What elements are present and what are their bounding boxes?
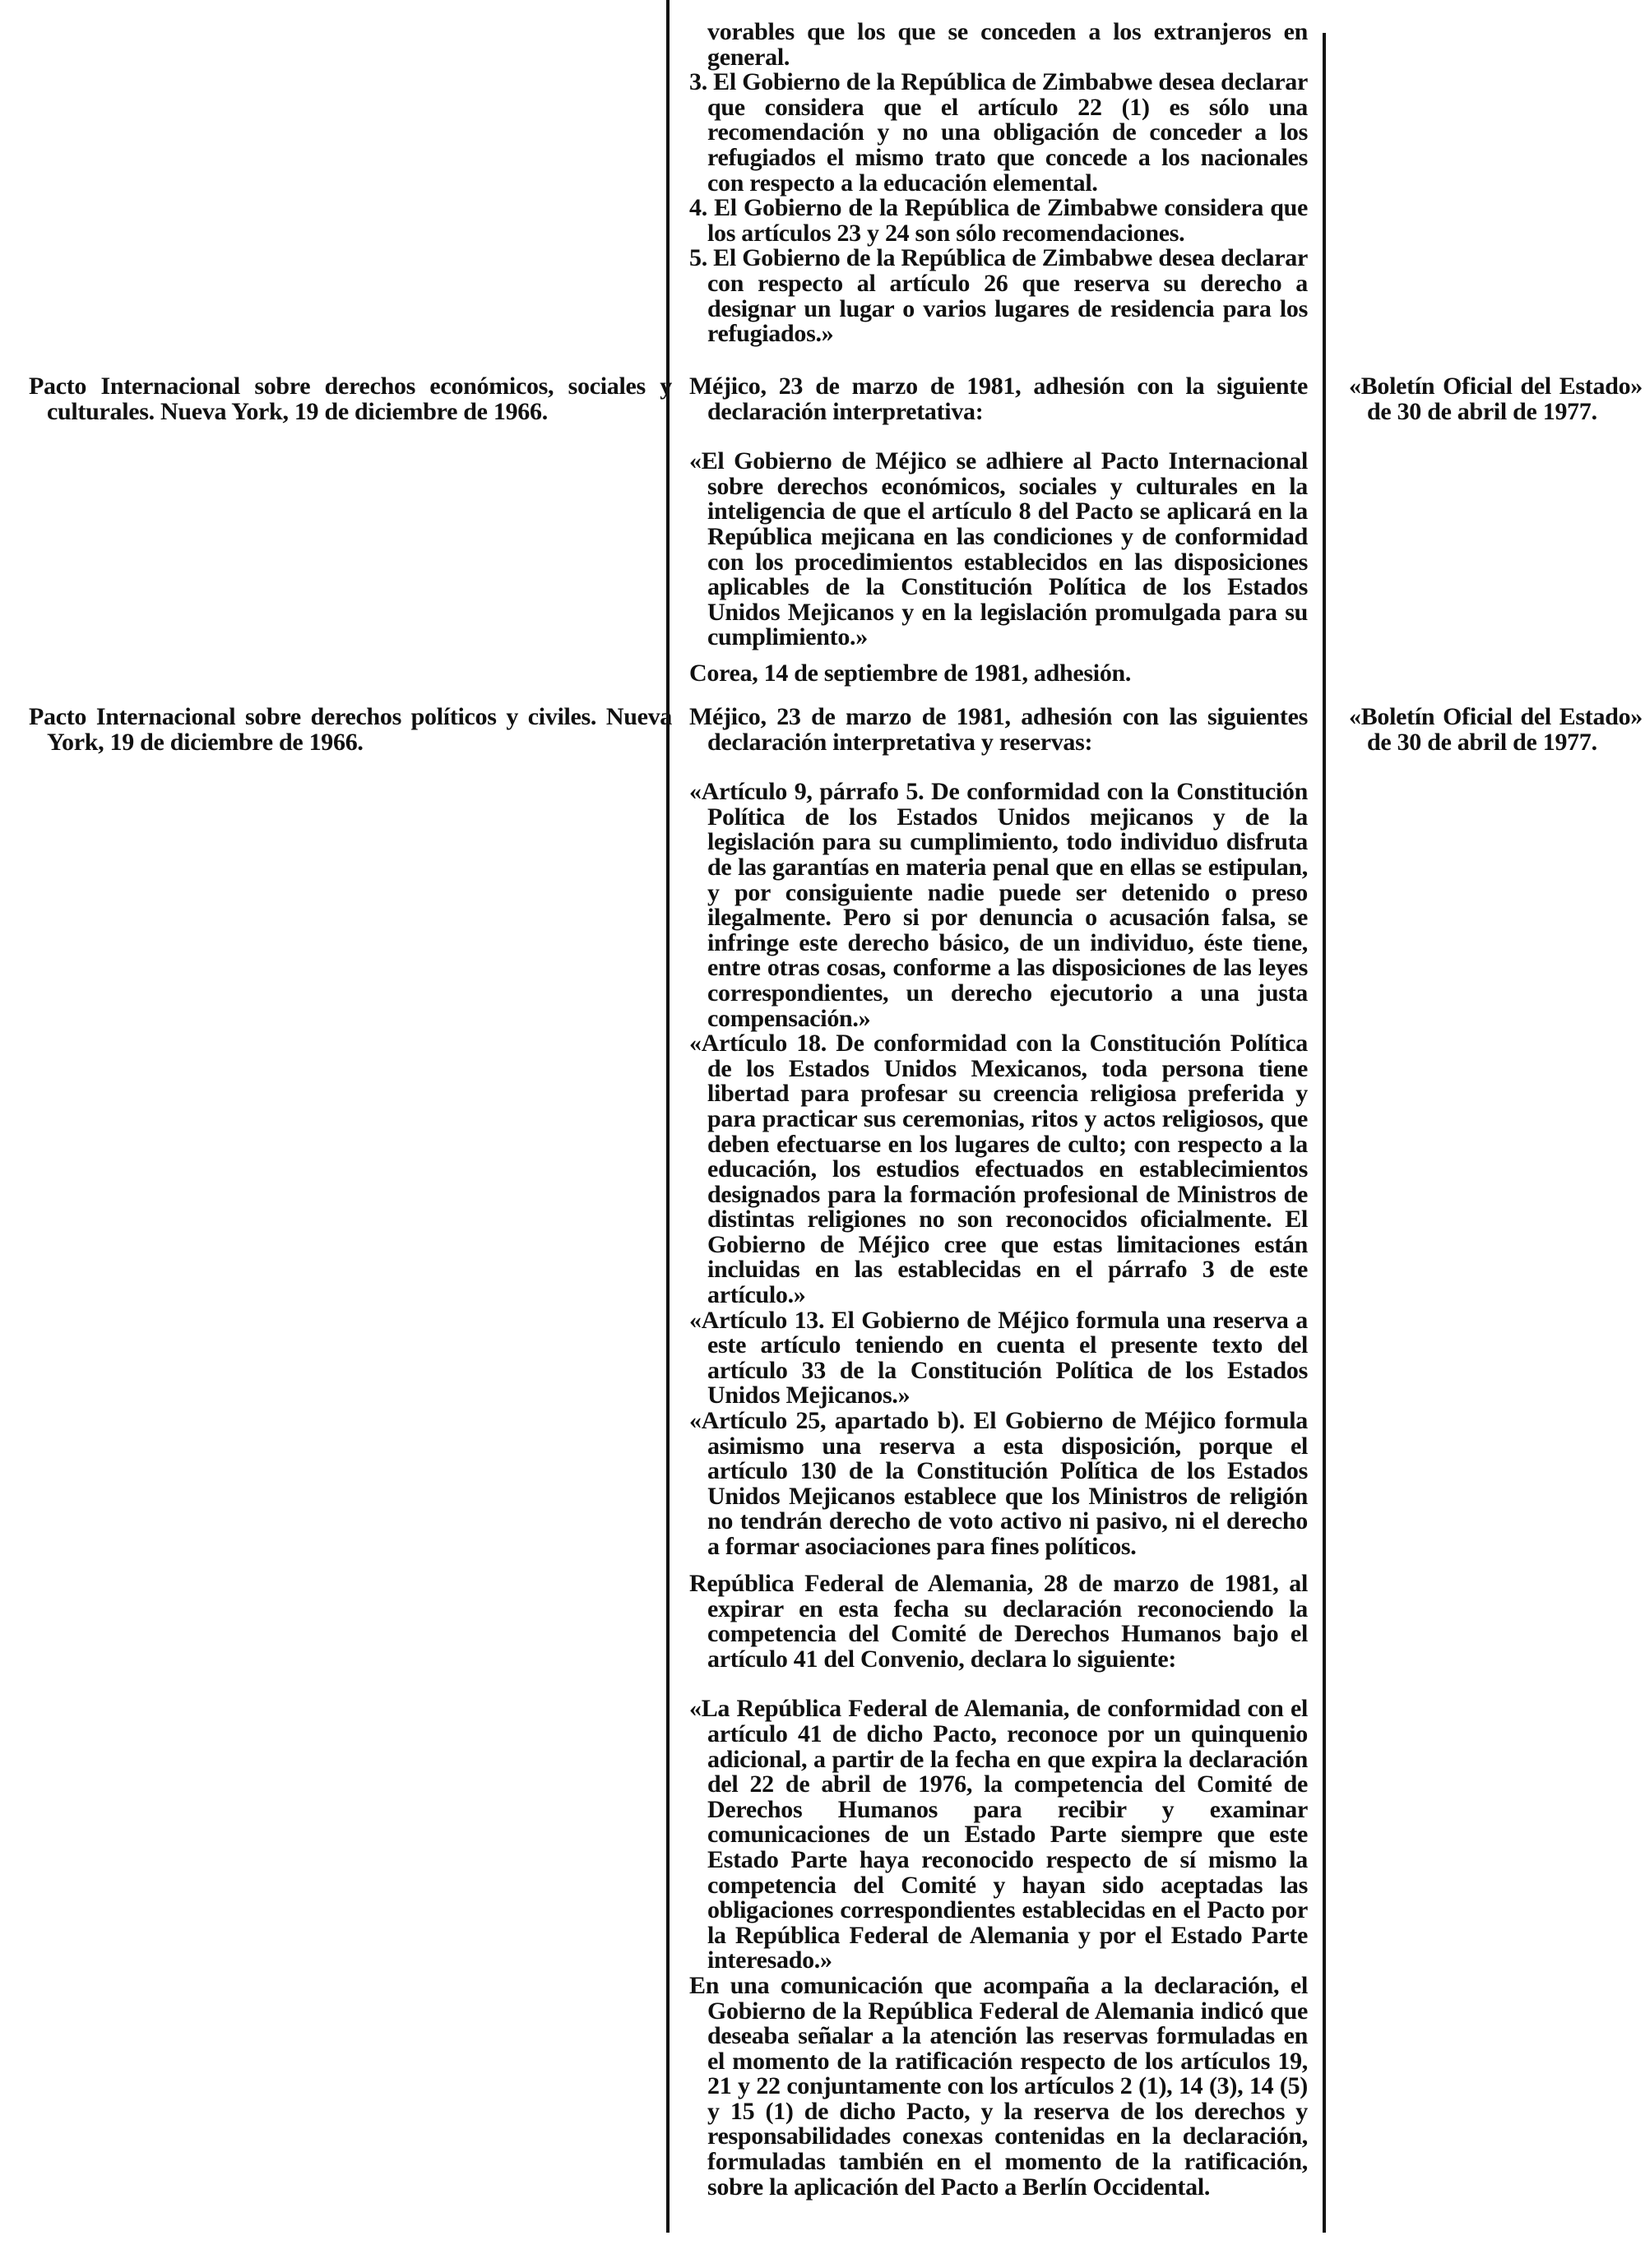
article-reservation: «Artículo 25, apartado b). El Gobierno de Méjico formula asimismo una reserva a esta disposición, porque el artículo 130 de la Constitución Política de los Estados Unidos Mejicanos establece que los Ministros de religión no tendrán derecho de voto activo ni pasivo, ni el derecho a formar asociaciones para fines políticos.	[689, 1407, 1308, 1560]
paragraph: vorables que los que se conceden a los extranjeros en general.	[707, 18, 1308, 71]
article-reservation: «Artículo 13. El Gobierno de Méjico formula una reserva a este artículo teniendo en cuenta el presente texto del artículo 33 de la Constitución Política de los Estados Unidos Mejicanos.»	[689, 1306, 1308, 1409]
article-reservation: «Artículo 9, párrafo 5. De conformidad con la Constitución Política de los Estados Unidos mejicanos y de la legislación para su cumplimiento, todo individuo disfruta de las garantías en materia penal que en ellas se estipulan, y por consiguiente nadie puede ser detenido o preso ilegalmente. Pero si por denuncia o acusación falsa, se infringe este derecho básico, de un individuo, éste tiene, entre otras cosas, conforme a las disposiciones de las leyes correspondientes, un derecho ejecutorio a una justa compensación.»	[689, 778, 1308, 1032]
numbered-item: 4. El Gobierno de la República de Zimbabwe considera que los artículos 23 y 24 son sólo recomendaciones.	[689, 194, 1308, 247]
germany-declaration	[689, 1571, 1308, 2200]
entry-intro: Méjico, 23 de marzo de 1981, adhesión con la siguiente declaración interpretativa:	[689, 373, 1308, 425]
mexico-declaration-political	[689, 705, 1308, 1560]
publication-reference: «Boletín Oficial del Estado» de 30 de abril de 1977.	[1349, 703, 1643, 756]
quoted-declaration: «El Gobierno de Méjico se adhiere al Pacto Internacional sobre derechos económicos, sociales y culturales en la inteligencia de que el artículo 8 del Pacto se aplicará en la República mejicana en las condiciones y de conformidad con los procedimientos establecidos en las disposiciones aplicables de la Constitución Política de los Estados Unidos Mejicanos y en la legislación promulgada para su cumplimiento.»	[689, 447, 1308, 651]
quoted-declaration: «La República Federal de Alemania, de conformidad con el artículo 41 de dicho Pacto, reconoce por un quinquenio adicional, a partir de la fecha en que expira la declaración del 22 de abril de 1976, la competencia del Comité de Derechos Humanos para recibir y examinar comunicaciones de un Estado Parte siempre que este Estado Parte haya reconocido respecto de sí mismo la competencia del Comité y hayan sido aceptadas las obligaciones correspondientes establecidas en el Pacto por la República Federal de Alemania y por el Estado Parte interesado.»	[689, 1695, 1308, 1974]
article-reservation: «Artículo 18. De conformidad con la Constitución Política de los Estados Unidos Mexicanos, toda persona tiene libertad para profesar su creencia religiosa preferida y para practicar sus ceremonias, ritos y actos religiosos, que deben efectuarse en los lugares de culto; con respecto a la educación, los estudios efectuados en establecimientos designados para la formación profesional de Ministros de distintas religiones no son reconocidos oficialmente. El Gobierno de Méjico cree que estas limitaciones están incluidas en las establecidas en el párrafo 3 de este artículo.»	[689, 1030, 1308, 1309]
zimbabwe-reservations	[689, 20, 1308, 347]
treaty-title-economic-rights: Pacto Internacional sobre derechos económicos, sociales y culturales. Nueva York, 19 de diciembre de 1966.	[29, 373, 672, 425]
entry-intro: Méjico, 23 de marzo de 1981, adhesión con las siguientes declaración interpretativa y reservas:	[689, 703, 1308, 756]
communication-paragraph: En una comunicación que acompaña a la declaración, el Gobierno de la República Federal de Alemania indicó que deseaba señalar a la atención las reservas formuladas en el momento de la ratificación respecto de los artículos 19, 21 y 22 conjuntamente con los artículos 2 (1), 14 (3), 14 (5) y 15 (1) de dicho Pacto, y la reserva de los derechos y responsabilidades conexas contenidas en la declaración, formuladas también en el momento de la ratificación, sobre la aplicación del Pacto a Berlín Occidental.	[689, 1971, 1308, 2201]
treaty-title-political-rights: Pacto Internacional sobre derechos políticos y civiles. Nueva York, 19 de diciembre de 1966.	[29, 703, 672, 756]
numbered-item: 3. El Gobierno de la República de Zimbabwe desea declarar que considera que el artículo 22 (1) es sólo una recomendación y no una obligación de conceder a los refugiados el mismo trato que concede a los nacionales con respecto a la educación elemental.	[689, 68, 1308, 197]
numbered-item: 5. El Gobierno de la República de Zimbabwe desea declarar con respecto al artículo 26 que reserva su derecho a designar un lugar o varios lugares de residencia para los refugiados.»	[689, 244, 1308, 348]
entry-intro: República Federal de Alemania, 28 de marzo de 1981, al expirar en esta fecha su declaración reconociendo la competencia del Comité de Derechos Humanos bajo el artículo 41 del Convenio, declara lo siguiente:	[689, 1570, 1308, 1673]
publication-reference: «Boletín Oficial del Estado» de 30 de abril de 1977.	[1349, 373, 1643, 425]
korea-accession: Corea, 14 de septiembre de 1981, adhesión.	[689, 660, 1132, 687]
mexico-declaration-economic	[689, 374, 1308, 650]
column-rule-right	[1323, 33, 1326, 2233]
column-rule-left	[666, 0, 670, 2233]
